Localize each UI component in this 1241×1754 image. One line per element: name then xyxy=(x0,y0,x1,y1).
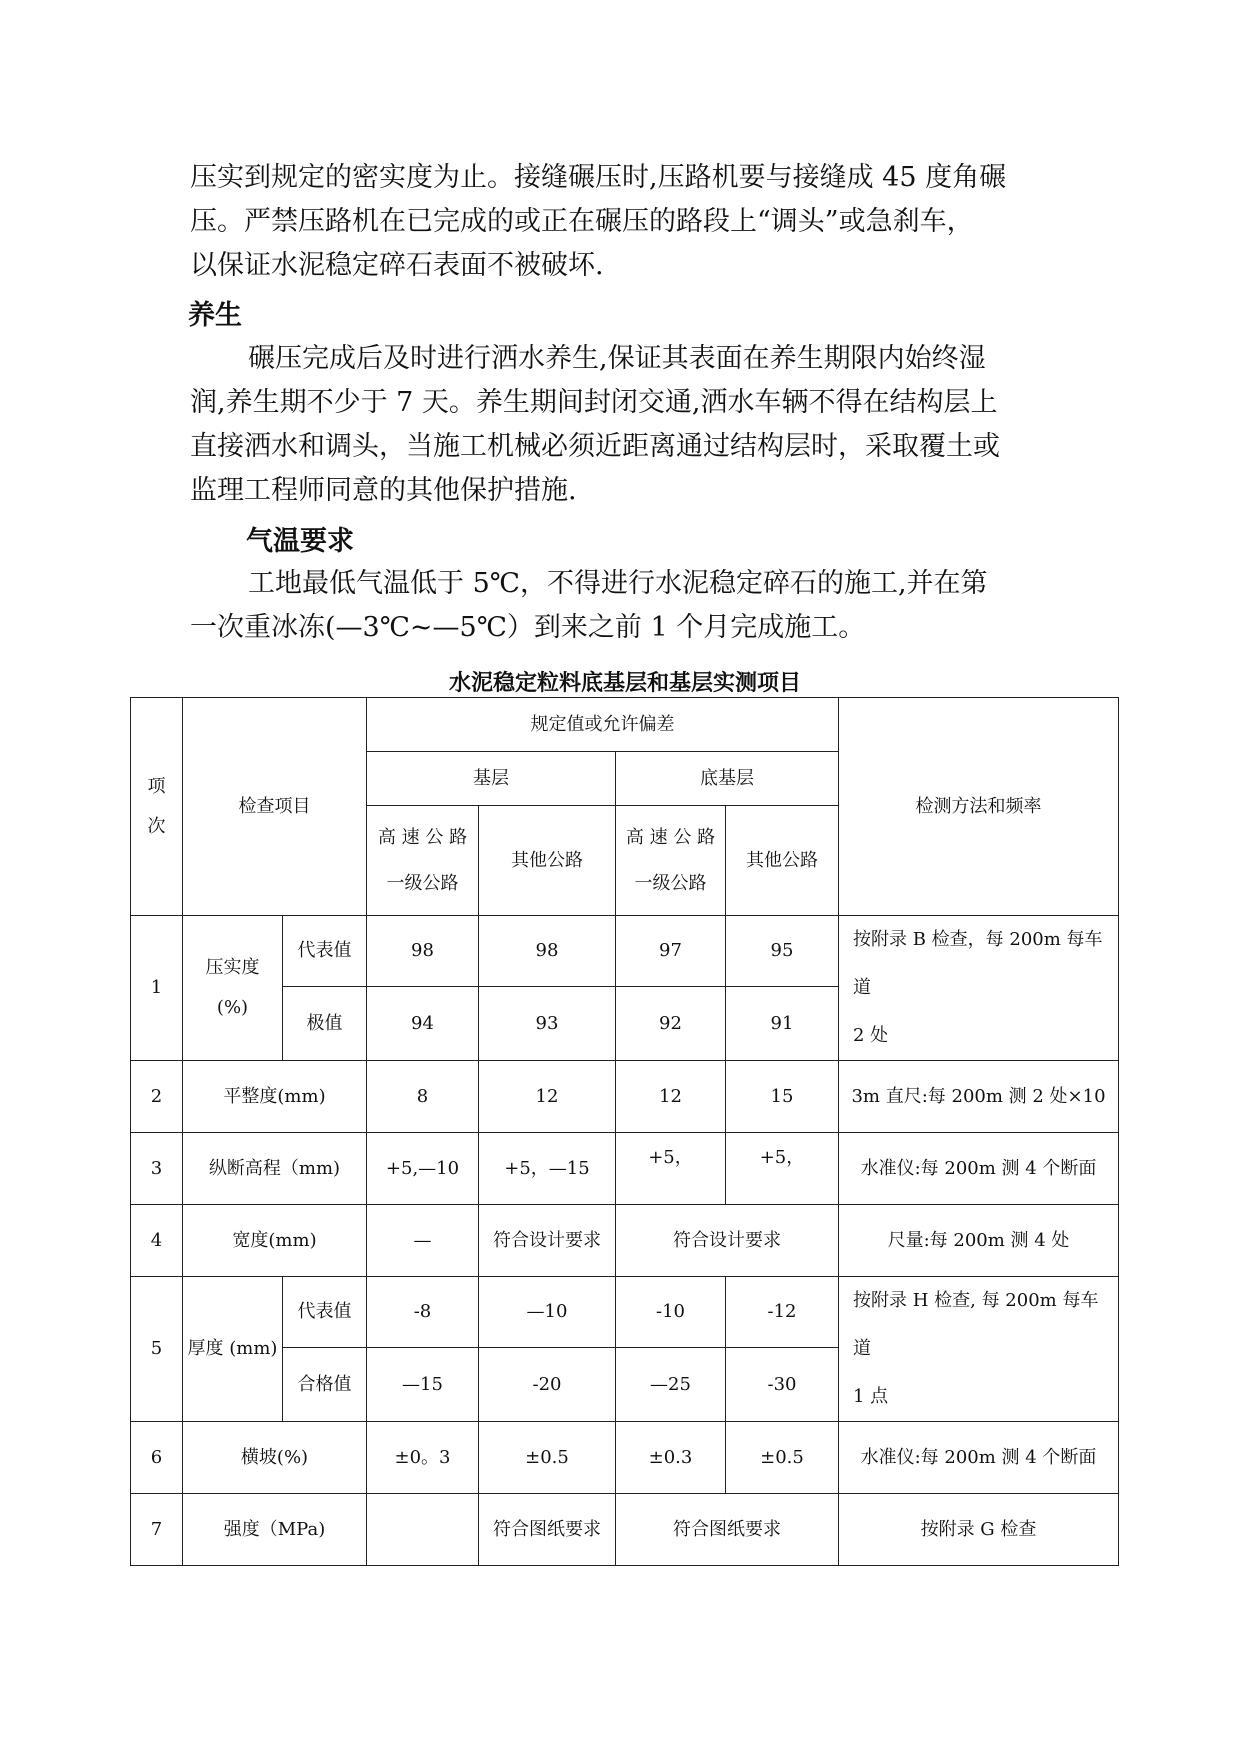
header-other: 其他公路 xyxy=(726,806,839,916)
header-base: 基层 xyxy=(367,752,616,806)
method-cell: 水准仪:每 200m 测 4 个断面 xyxy=(839,1422,1119,1494)
paragraph-compaction xyxy=(190,156,1065,288)
value-cell: +5，—15 xyxy=(479,1133,616,1205)
heading-curing: 养生 xyxy=(188,300,242,331)
text-line: 直接洒水和调头，当施工机械必须近距离通过结构层时，采取覆土或 xyxy=(190,431,1000,462)
value-cell: 符合设计要求 xyxy=(479,1205,616,1277)
value-cell: 93 xyxy=(479,987,616,1061)
table-row xyxy=(131,1205,1119,1277)
header-other: 其他公路 xyxy=(479,806,616,916)
value-cell: -20 xyxy=(479,1348,616,1422)
table-row xyxy=(131,1422,1119,1494)
header-subbase: 底基层 xyxy=(616,752,839,806)
header-highway: 高 速 公 路 一级公路 xyxy=(367,806,479,916)
value-cell: -8 xyxy=(367,1277,479,1348)
table-row xyxy=(131,1277,1119,1348)
value-cell: 92 xyxy=(616,987,726,1061)
value-cell: -30 xyxy=(726,1348,839,1422)
value-cell: 98 xyxy=(367,916,479,987)
value-cell: 97 xyxy=(616,916,726,987)
check-item: 纵断高程（mm) xyxy=(183,1133,367,1205)
row-number: 6 xyxy=(131,1422,183,1494)
check-item: 压实度 (%) xyxy=(183,916,283,1061)
value-cell: 符合图纸要求 xyxy=(616,1494,839,1566)
text-line: 监理工程师同意的其他保护措施. xyxy=(190,475,577,506)
value-cell: -10 xyxy=(616,1277,726,1348)
sub-item: 极值 xyxy=(283,987,367,1061)
value-cell: 94 xyxy=(367,987,479,1061)
value-cell: ±0.3 xyxy=(616,1422,726,1494)
heading-temperature: 气温要求 xyxy=(246,526,354,557)
paragraph-curing xyxy=(190,337,1065,513)
value-cell: 98 xyxy=(479,916,616,987)
text-line: 工地最低气温低于 5℃，不得进行水泥稳定碎石的施工,并在第 xyxy=(248,568,988,599)
row-number: 1 xyxy=(131,916,183,1061)
row-number: 2 xyxy=(131,1061,183,1133)
method-cell: 水准仪:每 200m 测 4 个断面 xyxy=(839,1133,1119,1205)
method-cell: 尺量:每 200m 测 4 处 xyxy=(839,1205,1119,1277)
method-cell: 3m 直尺:每 200m 测 2 处×10 xyxy=(839,1061,1119,1133)
value-cell: 95 xyxy=(726,916,839,987)
value-cell: — xyxy=(367,1205,479,1277)
text-line: 以保证水泥稳定碎石表面不被破坏. xyxy=(190,250,604,281)
check-item: 平整度(mm) xyxy=(183,1061,367,1133)
value-cell: 12 xyxy=(479,1061,616,1133)
inspection-table xyxy=(130,697,1119,1566)
method-cell: 按附录 G 检查 xyxy=(839,1494,1119,1566)
paragraph-temperature xyxy=(190,562,1065,650)
header-highway: 高 速 公 路 一级公路 xyxy=(616,806,726,916)
value-cell: —15 xyxy=(367,1348,479,1422)
value-cell: +5,—10 xyxy=(367,1133,479,1205)
method-cell: 按附录 B 检查，每 200m 每车道 2 处 xyxy=(839,916,1119,1061)
sub-item: 代表值 xyxy=(283,916,367,987)
value-cell: —10 xyxy=(479,1277,616,1348)
header-check-item: 检查项目 xyxy=(183,698,367,916)
sub-item: 合格值 xyxy=(283,1348,367,1422)
value-cell: 8 xyxy=(367,1061,479,1133)
text-line: 一次重冰冻(—3℃~—5℃）到来之前 1 个月完成施工。 xyxy=(190,612,866,643)
value-cell: 12 xyxy=(616,1061,726,1133)
value-cell xyxy=(367,1494,479,1566)
value-cell: ±0.5 xyxy=(726,1422,839,1494)
check-item: 强度（MPa) xyxy=(183,1494,367,1566)
value-cell: -12 xyxy=(726,1277,839,1348)
value-cell: 91 xyxy=(726,987,839,1061)
table-row xyxy=(131,916,1119,987)
value-cell: 15 xyxy=(726,1061,839,1133)
text-line: 润,养生期不少于 7 天。养生期间封闭交通,洒水车辆不得在结构层上 xyxy=(190,387,998,418)
header-spec-group: 规定值或允许偏差 xyxy=(367,698,839,752)
value-cell: 符合图纸要求 xyxy=(479,1494,616,1566)
check-item: 厚度 (mm) xyxy=(183,1277,283,1422)
value-cell: ±0。3 xyxy=(367,1422,479,1494)
header-row xyxy=(131,698,1119,752)
table-row xyxy=(131,1061,1119,1133)
value-cell: +5， xyxy=(616,1133,726,1205)
text-line: 压。严禁压路机在已完成的或正在碾压的路段上“调头”或急刹车， xyxy=(190,206,974,237)
text-line: 压实到规定的密实度为止。接缝碾压时,压路机要与接缝成 45 度角碾 xyxy=(190,162,1007,193)
sub-item: 代表值 xyxy=(283,1277,367,1348)
check-item: 横坡(%) xyxy=(183,1422,367,1494)
header-item-no: 项 次 xyxy=(131,698,183,916)
row-number: 4 xyxy=(131,1205,183,1277)
row-number: 3 xyxy=(131,1133,183,1205)
table-row xyxy=(131,1494,1119,1566)
method-cell: 按附录 H 检查, 每 200m 每车道 1 点 xyxy=(839,1277,1119,1422)
table-title: 水泥稳定粒料底基层和基层实测项目 xyxy=(448,671,801,696)
header-method: 检测方法和频率 xyxy=(839,698,1119,916)
text-line: 碾压完成后及时进行洒水养生,保证其表面在养生期限内始终湿 xyxy=(248,343,986,374)
check-item: 宽度(mm) xyxy=(183,1205,367,1277)
row-number: 7 xyxy=(131,1494,183,1566)
value-cell: —25 xyxy=(616,1348,726,1422)
value-cell: 符合设计要求 xyxy=(616,1205,839,1277)
row-number: 5 xyxy=(131,1277,183,1422)
table-row xyxy=(131,1133,1119,1205)
value-cell: +5， xyxy=(726,1133,839,1205)
value-cell: ±0.5 xyxy=(479,1422,616,1494)
